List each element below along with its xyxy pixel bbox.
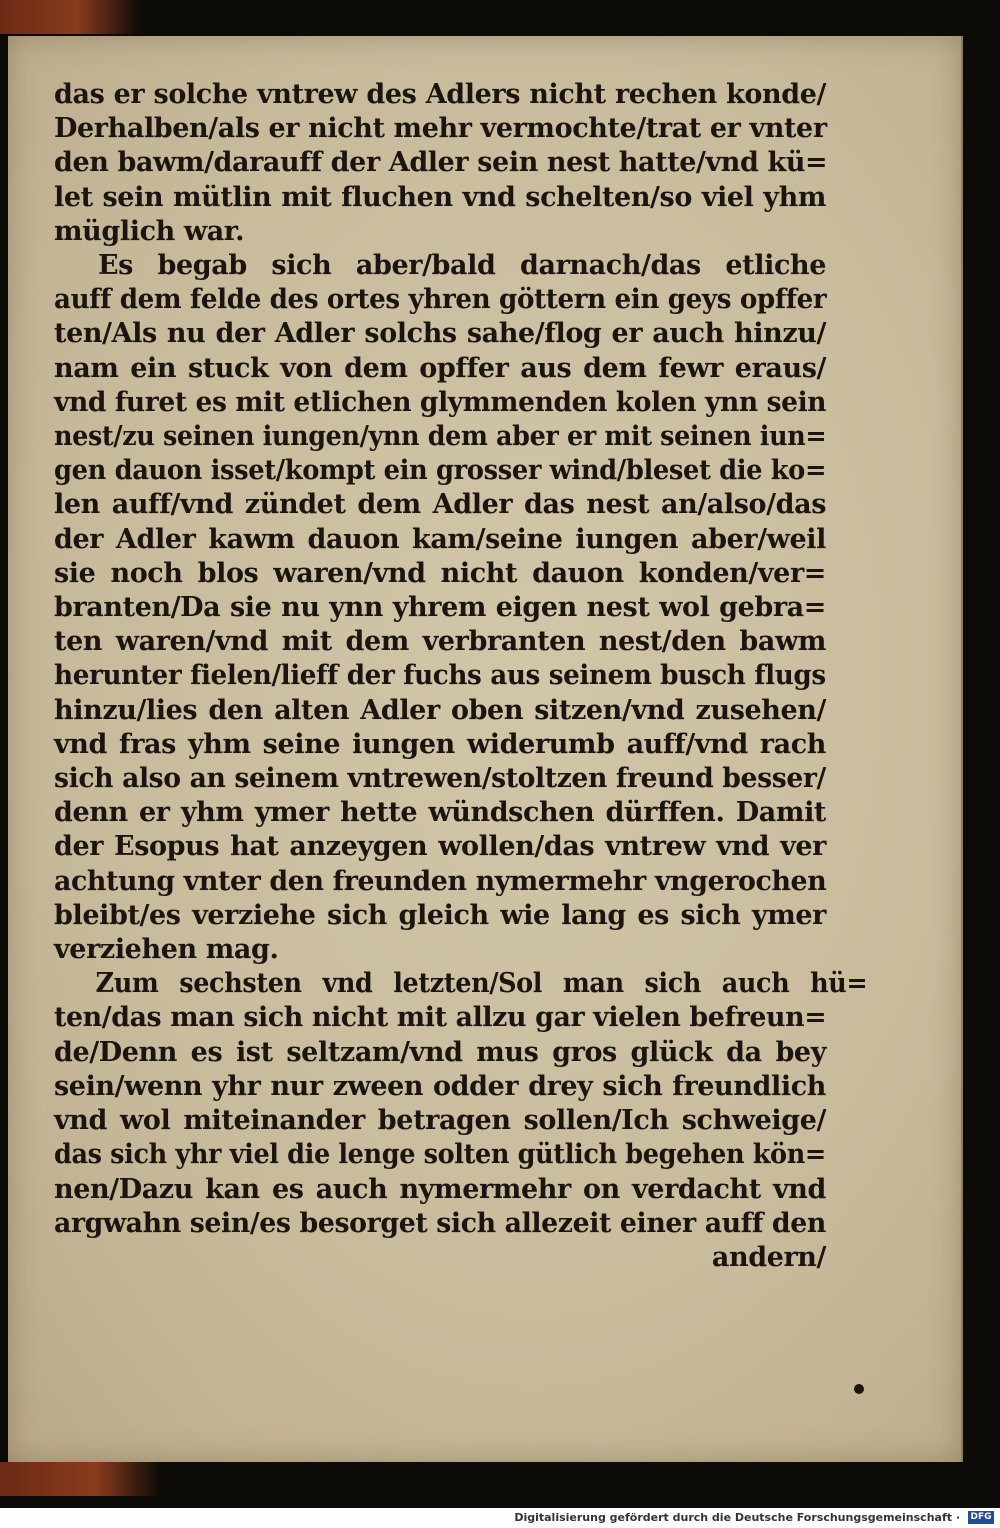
text-line-7: auff dem felde des ortes yhren göttern ein geys opffer <box>54 284 827 316</box>
footer-bar <box>0 1508 1000 1528</box>
text-line-23: der Esopus hat anzeygen wollen/das vntrew vnd ver <box>54 831 826 863</box>
book-edge-bottom <box>0 1462 160 1496</box>
text-line-18: herunter fielen/lieff der fuchs aus seinem busch flugs <box>54 660 826 692</box>
text-line-26: verziehen mag. <box>54 934 279 966</box>
text-line-32: das sich yhr viel die lenge solten gütlich begehen kön= <box>54 1139 826 1171</box>
text-line-29: de/Denn es ist seltzam/vnd mus gros glück da bey <box>54 1036 826 1068</box>
text-line-8: ten/Als nu der Adler solchs sahe/flog er auch hinzu/ <box>54 318 826 350</box>
text-line-20: vnd fras yhm seine iungen widerumb auff/vnd rach <box>54 728 826 760</box>
text-line-17: ten waren/vnd mit dem verbranten nest/den bawm <box>54 626 826 658</box>
text-line-33: nen/Dazu kan es auch nymermehr on verdacht vnd <box>54 1173 826 1205</box>
text-line-2: Derhalben/als er nicht mehr vermochte/trat er vnter <box>54 113 827 145</box>
text-line-25: bleibt/es verziehe sich gleich wie lang es sich ymer <box>54 899 826 931</box>
text-line-4: let sein mütlin mit fluchen vnd schelten/so viel yhm <box>54 181 826 213</box>
text-line-22: denn er yhm ymer hette wündschen dürffen. Damit <box>54 797 826 829</box>
text-line-6: Es begab sich aber/bald darnach/das etliche <box>98 250 826 282</box>
text-line-24: achtung vnter den freunden nymermehr vngerochen <box>54 865 827 897</box>
book-edge-top <box>0 0 140 34</box>
text-line-19: hinzu/lies den alten Adler oben sitzen/vnd zusehen/ <box>54 694 826 726</box>
text-line-15: sie noch blos waren/vnd nicht dauon konden/ver= <box>54 557 826 589</box>
text-line-14: der Adler kawm dauon kam/seine iungen aber/weil <box>54 523 826 555</box>
text-line-12: gen dauon isset/kompt ein grosser wind/bleset die ko= <box>54 455 827 487</box>
text-line-3: den bawm/darauff der Adler sein nest hatte/vnd kü= <box>54 147 828 179</box>
page-text <box>54 78 868 1275</box>
ink-dot-mark <box>854 1384 864 1394</box>
text-line-21: sich also an seinem vntrewen/stoltzen freund besser/ <box>54 763 826 795</box>
text-line-31: vnd wol miteinander betragen sollen/Ich schweige/ <box>54 1105 826 1137</box>
dfg-logo-icon: DFG <box>968 1511 994 1524</box>
text-line-34: argwahn sein/es besorget sich allezeit einer auff den <box>54 1207 826 1239</box>
text-line-28: ten/das man sich nicht mit allzu gar vielen befreun= <box>54 1002 827 1034</box>
catchword: andern/ <box>711 1241 826 1273</box>
text-line-10: vnd furet es mit etlichen glymmenden kolen ynn sein <box>54 386 827 418</box>
text-line-9: nam ein stuck von dem opffer aus dem fewr eraus/ <box>54 352 826 384</box>
text-line-11: nest/zu seinen iungen/ynn dem aber er mit seinen iun= <box>54 421 827 453</box>
text-line-13: len auff/vnd zündet dem Adler das nest an/also/das <box>54 489 826 521</box>
book-page <box>8 36 963 1462</box>
text-line-5: müglich war. <box>54 215 245 247</box>
text-line-27: Zum sechsten vnd letzten/Sol man sich auch hü= <box>95 968 868 1000</box>
text-line-30: sein/wenn yhr nur zween odder drey sich freundlich <box>54 1070 826 1102</box>
text-line-16: branten/Da sie nu ynn yhrem eigen nest wol gebra= <box>54 592 826 624</box>
footer-credit: Digitalisierung gefördert durch die Deutsche Forschungsgemeinschaft · <box>514 1511 960 1524</box>
text-line-1: das er solche vntrew des Adlers nicht rechen konde/ <box>54 79 826 110</box>
